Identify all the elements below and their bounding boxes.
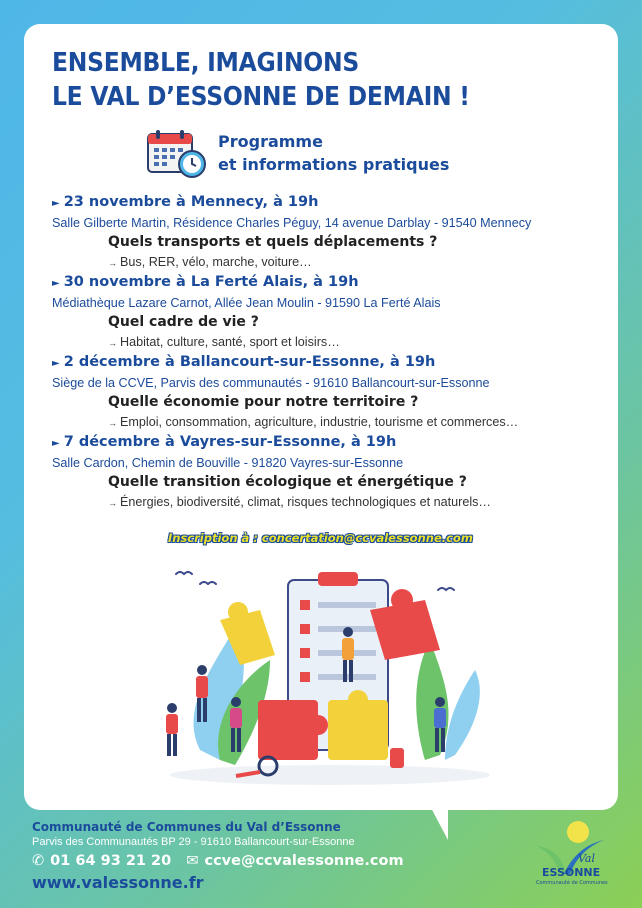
phone-icon: ✆ [32,853,45,869]
footer [32,820,410,894]
event-topics: Emploi, consommation, agriculture, industrie, tourisme et commerces… [120,415,519,429]
event-item [52,272,612,353]
arrow-right-icon: → [108,258,117,268]
event-place: Salle Cardon, Chemin de Bouville - 91820 Vayres-sur-Essonne [52,456,404,470]
title-line-2: LE VAL D’ESSONNE DE DEMAIN ! [52,82,470,112]
footer-website-link[interactable]: www.valessonne.fr [32,873,204,892]
inscription-line [168,531,473,545]
event-item [52,432,612,513]
triangle-bullet-icon: ► [52,278,60,289]
event-date: 2 décembre à Ballancourt-sur-Essonne, à 19h [63,354,436,370]
event-item [52,352,612,433]
arrow-right-icon: → [108,498,117,508]
triangle-bullet-icon: ► [52,358,60,369]
speech-bubble-tail [430,806,448,840]
title-line-1: ENSEMBLE, IMAGINONS [52,48,359,78]
event-topics: Énergies, biodiversité, climat, risques technologiques et naturels… [120,495,492,509]
arrow-right-icon: → [108,418,117,428]
programme-line-1: Programme [218,132,323,151]
event-item [52,192,612,273]
arrow-right-icon: → [108,338,117,348]
event-date: 7 décembre à Vayres-sur-Essonne, à 19h [63,434,397,450]
event-topics: Habitat, culture, santé, sport et loisirs… [120,335,340,349]
logo-text-sub: Communauté de Communes [536,880,608,886]
footer-address: Parvis des Communautés BP 29 - 91610 Ballancourt-sur-Essonne [32,836,355,848]
logo-text-essonne: ESSONNE [542,866,601,879]
event-question: Quelle transition écologique et énergétique ? [108,474,467,490]
teamwork-puzzle-illustration [140,560,520,790]
logo-text-val: Val [578,852,596,865]
triangle-bullet-icon: ► [52,438,60,449]
event-place: Médiathèque Lazare Carnot, Allée Jean Moulin - 91590 La Ferté Alais [52,296,441,310]
val-essonne-logo [530,818,610,888]
event-question: Quelle économie pour notre territoire ? [108,394,419,410]
email-icon: ✉ [186,853,199,869]
event-question: Quels transports et quels déplacements ? [108,234,438,250]
inscription-email-link[interactable]: concertation@ccvalessonne.com [261,531,473,545]
event-date: 23 novembre à Mennecy, à 19h [63,194,319,210]
event-date: 30 novembre à La Ferté Alais, à 19h [63,274,359,290]
triangle-bullet-icon: ► [52,198,60,209]
calendar-clock-icon [146,128,208,180]
footer-email[interactable]: ccve@ccvalessonne.com [204,853,404,869]
footer-org-name: Communauté de Communes du Val d’Essonne [32,820,341,834]
programme-heading [218,130,449,176]
inscription-label: Inscription à : [168,531,262,545]
page-title [52,46,470,114]
programme-line-2: et informations pratiques [218,155,450,174]
event-place: Siège de la CCVE, Parvis des communautés - 91610 Ballancourt-sur-Essonne [52,376,490,390]
event-question: Quel cadre de vie ? [108,314,259,330]
event-place: Salle Gilberte Martin, Résidence Charles Péguy, 14 avenue Darblay - 91540 Mennecy [52,216,532,230]
footer-phone[interactable]: 01 64 93 21 20 [50,853,172,869]
event-topics: Bus, RER, vélo, marche, voiture… [120,255,312,269]
